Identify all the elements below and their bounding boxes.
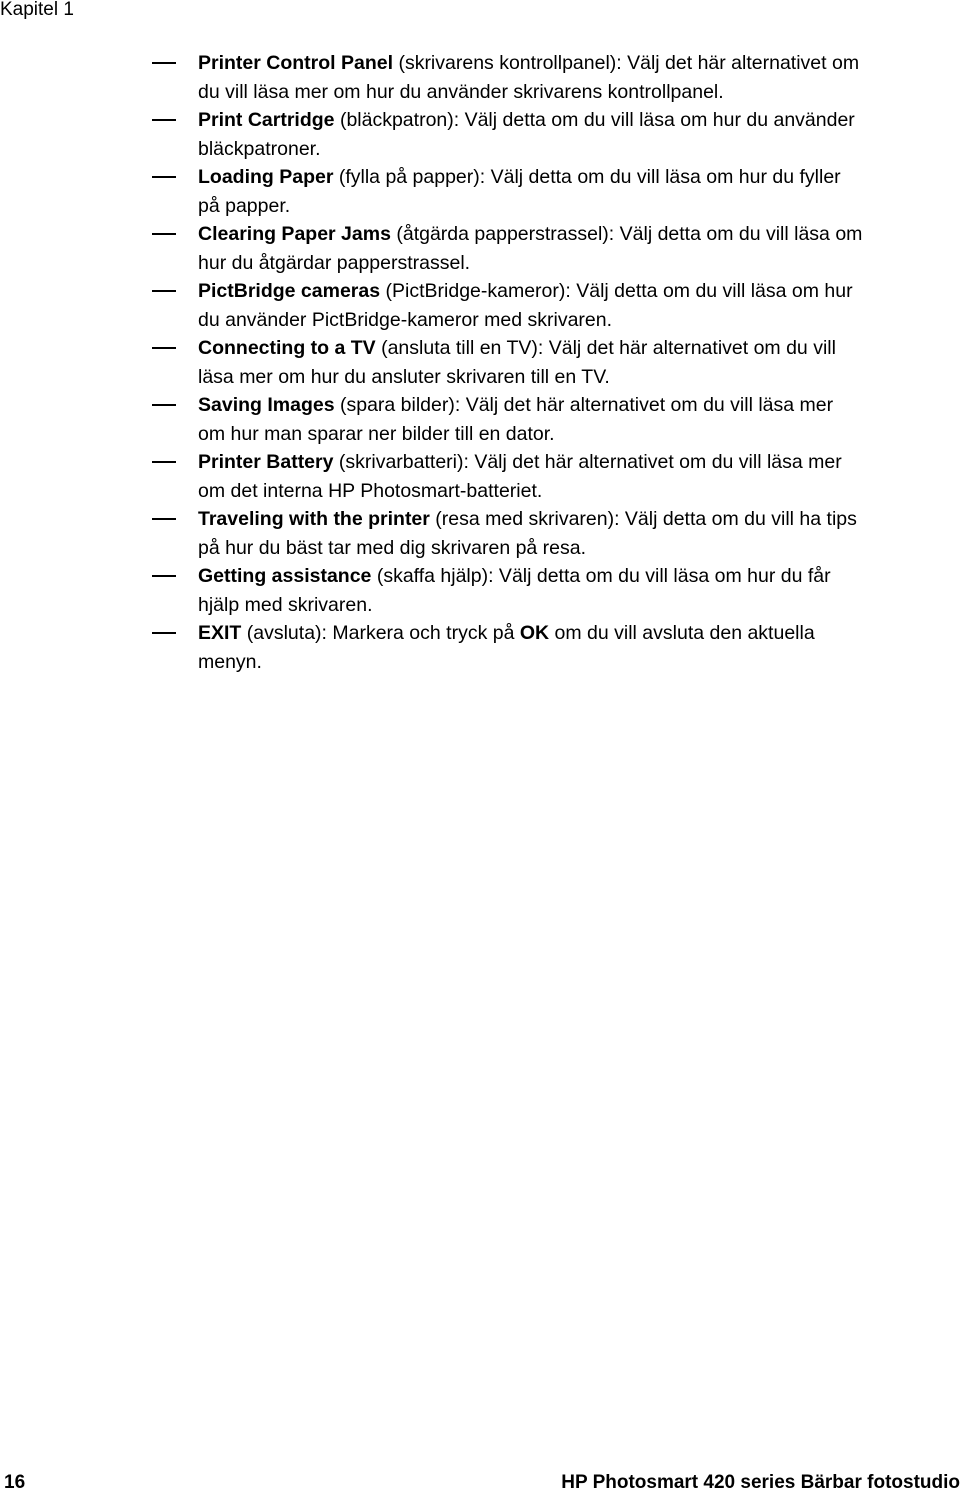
item-line bbox=[198, 391, 960, 420]
item-term: Printer Battery bbox=[198, 451, 334, 473]
item-description: (resa med skrivaren): Välj detta om du vill ha tips bbox=[429, 508, 857, 530]
item-line bbox=[198, 106, 960, 135]
item-term: PictBridge cameras bbox=[198, 280, 381, 302]
list-item bbox=[152, 562, 960, 619]
page-number: 16 bbox=[4, 1472, 26, 1493]
item-line bbox=[198, 619, 960, 648]
list-item bbox=[152, 106, 960, 163]
chapter-header: Kapitel 1 bbox=[0, 0, 74, 20]
item-line: om hur man sparar ner bilder till en dator. bbox=[198, 422, 555, 445]
item-description: (åtgärda papperstrassel): Välj detta om du vill läsa om bbox=[390, 223, 863, 245]
dash-bullet bbox=[152, 290, 176, 292]
item-line: hur du åtgärdar papperstrassel. bbox=[198, 251, 471, 274]
item-term: Traveling with the printer bbox=[198, 508, 430, 530]
item-term: Connecting to a TV bbox=[198, 337, 376, 359]
item-line: på papper. bbox=[198, 194, 291, 217]
item-line bbox=[198, 505, 960, 534]
list-item bbox=[152, 391, 960, 448]
item-description: (fylla på papper): Välj detta om du vill läsa om hur du fyller bbox=[333, 166, 841, 188]
item-term: Clearing Paper Jams bbox=[198, 223, 391, 245]
product-name: HP Photosmart 420 series Bärbar fotostudio bbox=[561, 1472, 960, 1493]
list-item bbox=[152, 334, 960, 391]
list-item bbox=[152, 448, 960, 505]
list-item bbox=[152, 220, 960, 277]
item-line: menyn. bbox=[198, 650, 262, 673]
item-description: (skrivarbatteri): Välj det här alternativet om du vill läsa mer bbox=[333, 451, 842, 473]
item-line: om det interna HP Photosmart-batteriet. bbox=[198, 479, 543, 502]
item-term: Printer Control Panel bbox=[198, 52, 394, 74]
item-line bbox=[198, 49, 960, 78]
item-term: Print Cartridge bbox=[198, 109, 335, 131]
dash-bullet bbox=[152, 461, 176, 463]
item-line bbox=[198, 562, 960, 591]
item-line: på hur du bäst tar med dig skrivaren på resa. bbox=[198, 536, 587, 559]
item-description: (skrivarens kontrollpanel): Välj det här alternativet om bbox=[393, 52, 860, 74]
list-item-exit bbox=[152, 619, 960, 676]
item-line: bläckpatroner. bbox=[198, 137, 321, 160]
item-term: EXIT bbox=[198, 622, 242, 644]
dash-bullet bbox=[152, 632, 176, 634]
dash-bullet bbox=[152, 176, 176, 178]
item-term: Loading Paper bbox=[198, 166, 334, 188]
item-description-cont: om du vill avsluta den aktuella bbox=[549, 622, 815, 644]
item-line: hjälp med skrivaren. bbox=[198, 593, 373, 616]
list-item bbox=[152, 49, 960, 106]
item-description: (spara bilder): Välj det här alternativet om du vill läsa mer bbox=[334, 394, 834, 416]
dash-bullet bbox=[152, 518, 176, 520]
dash-bullet bbox=[152, 62, 176, 64]
dash-bullet bbox=[152, 347, 176, 349]
item-line bbox=[198, 220, 960, 249]
item-description: (skaffa hjälp): Välj detta om du vill läsa om hur du får bbox=[371, 565, 831, 587]
ok-keyword: OK bbox=[519, 622, 550, 644]
item-description: (PictBridge-kameror): Välj detta om du vill läsa om hur bbox=[380, 280, 853, 302]
item-line: du vill läsa mer om hur du använder skrivarens kontrollpanel. bbox=[198, 80, 724, 103]
item-line: läsa mer om hur du ansluter skrivaren till en TV. bbox=[198, 365, 610, 388]
list-item bbox=[152, 505, 960, 562]
item-line bbox=[198, 448, 960, 477]
dash-bullet bbox=[152, 119, 176, 121]
list-item bbox=[152, 277, 960, 334]
item-line: du använder PictBridge-kameror med skrivaren. bbox=[198, 308, 613, 331]
item-description: (ansluta till en TV): Välj det här alternativet om du vill bbox=[375, 337, 836, 359]
menu-option-list bbox=[152, 49, 960, 676]
list-item bbox=[152, 163, 960, 220]
item-line bbox=[198, 334, 960, 363]
item-description: (avsluta): Markera och tryck på bbox=[241, 622, 520, 644]
item-description: (bläckpatron): Välj detta om du vill läsa om hur du använder bbox=[334, 109, 855, 131]
item-line bbox=[198, 163, 960, 192]
item-term: Getting assistance bbox=[198, 565, 372, 587]
dash-bullet bbox=[152, 233, 176, 235]
dash-bullet bbox=[152, 404, 176, 406]
item-term: Saving Images bbox=[198, 394, 335, 416]
item-line bbox=[198, 277, 960, 306]
dash-bullet bbox=[152, 575, 176, 577]
